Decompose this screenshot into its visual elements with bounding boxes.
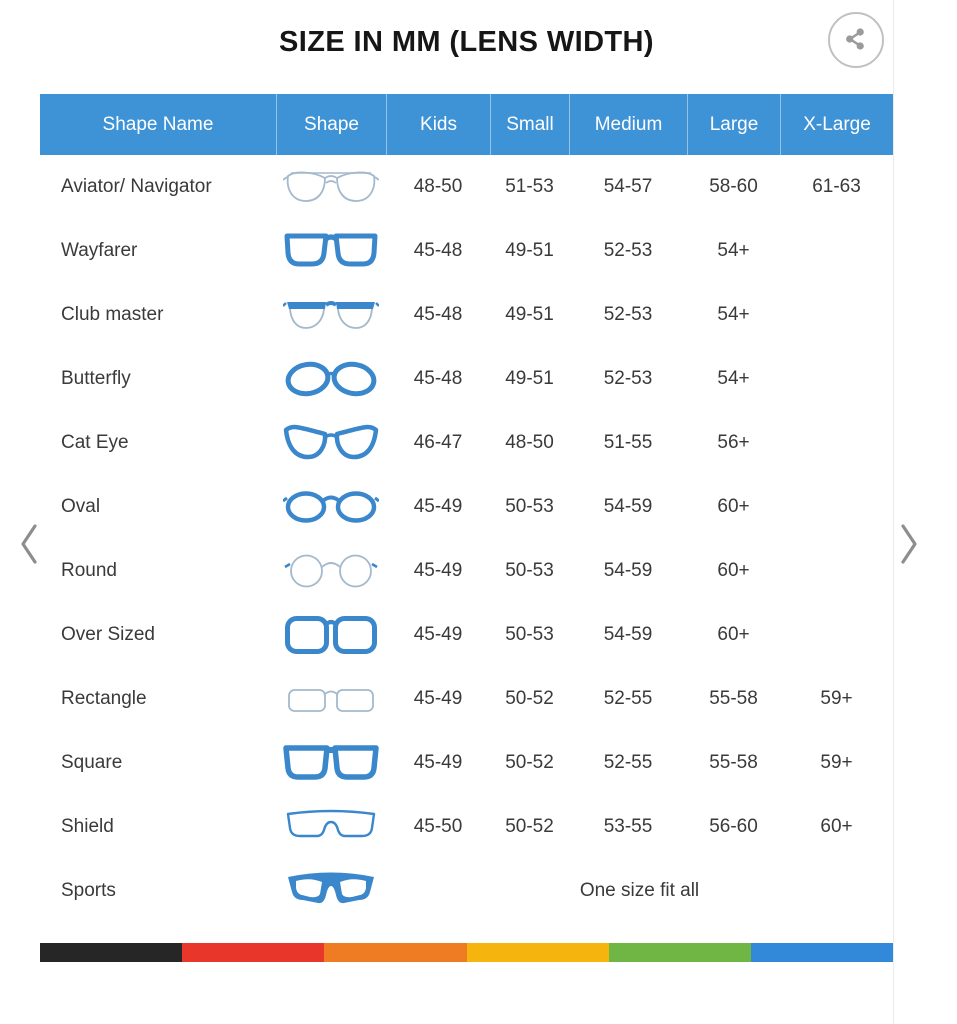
table-row [40, 539, 893, 603]
table-row [40, 283, 893, 347]
color-bar-segment [324, 943, 466, 962]
color-bar-segment [182, 943, 324, 962]
square-glasses-icon [276, 739, 386, 787]
size-medium: 52-55 [603, 752, 653, 773]
size-medium: 54-57 [603, 176, 653, 197]
column-header-x-large: X-Large [780, 94, 893, 155]
column-header-kids: Kids [386, 94, 490, 155]
shape-name-label: Sports [61, 880, 116, 901]
size-kids: 45-49 [413, 624, 463, 645]
footer-color-bar [40, 943, 893, 962]
size-large: 56+ [717, 432, 750, 453]
oversized-glasses-icon [276, 611, 386, 659]
size-kids: 45-48 [413, 240, 463, 261]
table-row [40, 411, 893, 475]
oval-glasses-icon [276, 483, 386, 531]
size-small: 50-53 [505, 560, 554, 581]
size-x-large: 59+ [820, 688, 853, 709]
rectangle-glasses-icon [276, 675, 386, 723]
size-kids: 48-50 [413, 176, 463, 197]
carousel-prev-button[interactable] [14, 520, 44, 571]
size-small: 50-52 [505, 752, 554, 773]
table-row [40, 347, 893, 411]
table-row [40, 795, 893, 859]
size-kids: 45-48 [413, 368, 463, 389]
table-row [40, 603, 893, 667]
color-bar-segment [467, 943, 609, 962]
color-bar-segment [751, 943, 893, 962]
shape-name-label: Cat Eye [61, 432, 129, 453]
size-small: 49-51 [505, 368, 554, 389]
shape-name-label: Over Sized [61, 624, 155, 645]
size-medium: 52-53 [603, 368, 653, 389]
size-small: 49-51 [505, 304, 554, 325]
card-right-edge [893, 0, 894, 1024]
cateye-glasses-icon [276, 419, 386, 467]
wayfarer-glasses-icon [276, 227, 386, 275]
size-small: 50-53 [505, 496, 554, 517]
size-large: 58-60 [709, 176, 758, 197]
size-medium: 52-53 [603, 304, 653, 325]
size-kids: 45-49 [413, 688, 463, 709]
size-small: 50-52 [505, 816, 554, 837]
chevron-left-icon [14, 556, 44, 571]
size-large: 55-58 [709, 688, 758, 709]
size-x-large: 59+ [820, 752, 853, 773]
table-row [40, 219, 893, 283]
clubmaster-glasses-icon [276, 291, 386, 339]
size-small: 49-51 [505, 240, 554, 261]
table-row [40, 731, 893, 795]
shape-name-label: Round [61, 560, 117, 581]
table-header-row [40, 94, 893, 155]
color-bar-segment [40, 943, 182, 962]
size-large: 60+ [717, 624, 750, 645]
table-row [40, 155, 893, 219]
round-glasses-icon [276, 547, 386, 595]
shape-name-label: Butterfly [61, 368, 131, 389]
shape-name-label: Wayfarer [61, 240, 138, 261]
size-small: 51-53 [505, 176, 554, 197]
shape-name-label: Oval [61, 496, 101, 517]
shape-name-label: Club master [61, 304, 164, 325]
size-medium: 54-59 [603, 624, 653, 645]
column-header-shape: Shape [276, 94, 386, 155]
share-icon [842, 25, 870, 56]
table-body [40, 155, 893, 923]
size-large: 54+ [717, 368, 750, 389]
shape-name-label: Aviator/ Navigator [61, 176, 212, 197]
table-row [40, 859, 893, 923]
column-header-medium: Medium [569, 94, 687, 155]
sports-glasses-icon [276, 867, 386, 915]
carousel-next-button[interactable] [894, 520, 924, 571]
size-large: 55-58 [709, 752, 758, 773]
column-header-large: Large [687, 94, 780, 155]
chevron-right-icon [894, 556, 924, 571]
size-kids: 45-48 [413, 304, 463, 325]
size-kids: 45-49 [413, 496, 463, 517]
size-chart-card [40, 94, 893, 962]
size-x-large: 61-63 [812, 176, 861, 197]
size-large: 60+ [717, 560, 750, 581]
size-kids: 45-50 [413, 816, 463, 837]
size-medium: 53-55 [603, 816, 653, 837]
shield-glasses-icon [276, 803, 386, 851]
size-kids: 45-49 [413, 752, 463, 773]
table-row [40, 667, 893, 731]
shape-name-label: Square [61, 752, 123, 773]
size-medium: 52-53 [603, 240, 653, 261]
size-medium: 54-59 [603, 560, 653, 581]
table-row [40, 475, 893, 539]
size-large: 56-60 [709, 816, 758, 837]
size-kids: 46-47 [413, 432, 463, 453]
size-small: 48-50 [505, 432, 554, 453]
size-large: 54+ [717, 240, 750, 261]
aviator-glasses-icon [276, 163, 386, 211]
size-large: 60+ [717, 496, 750, 517]
size-small: 50-52 [505, 688, 554, 709]
size-x-large: 60+ [820, 816, 853, 837]
one-size-label: One size fit all [579, 880, 700, 901]
size-medium: 52-55 [603, 688, 653, 709]
size-large: 54+ [717, 304, 750, 325]
color-bar-segment [609, 943, 751, 962]
share-button[interactable] [828, 12, 884, 68]
butterfly-glasses-icon [276, 355, 386, 403]
size-kids: 45-49 [413, 560, 463, 581]
size-medium: 51-55 [603, 432, 653, 453]
size-medium: 54-59 [603, 496, 653, 517]
column-header-shape-name: Shape Name [102, 113, 214, 135]
page-title: SIZE IN MM (LENS WIDTH) [279, 26, 654, 58]
shape-name-label: Rectangle [61, 688, 147, 709]
size-small: 50-53 [505, 624, 554, 645]
column-header-small: Small [490, 94, 569, 155]
shape-name-label: Shield [61, 816, 114, 837]
